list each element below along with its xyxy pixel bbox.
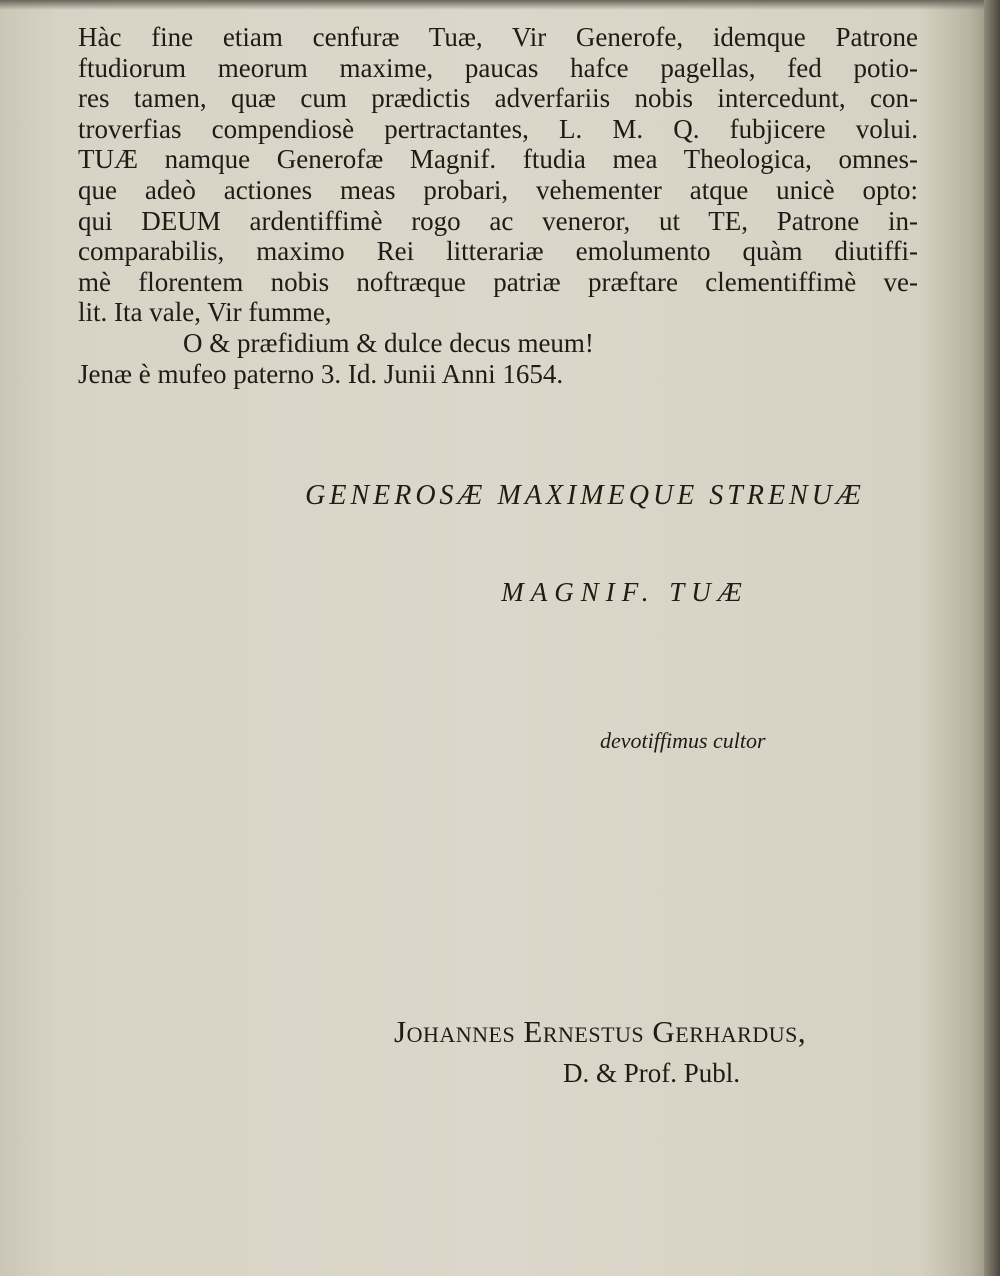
exclamation-line: O & præfidium & dulce decus meum! — [183, 327, 594, 358]
text-line: Hàc fine etiam cenfuræ Tuæ, Vir Generofe, idemque Patrone — [78, 22, 918, 52]
text-line: qui DEUM ardentiffimè rogo ac veneror, ut TE, Patrone in- — [78, 205, 918, 236]
text-line: comparabilis, maximo Rei litterariæ emolumento quàm diutiffi- — [78, 236, 918, 267]
dateline: Jenæ è mufeo paterno 3. Id. Junii Anni 1654. — [78, 358, 564, 389]
signatory-name: Johannes Ernestus Gerhardus, — [394, 1014, 807, 1049]
page-top-shadow — [0, 0, 1000, 10]
text-line: que adeò actiones meas probari, vehementer atque unicè opto: — [78, 174, 918, 205]
magnificence-line: MAGNIF. TUÆ — [501, 577, 749, 607]
signatory-title: D. & Prof. Publ. — [563, 1058, 741, 1088]
salutation: GENEROSÆ MAXIMEQUE STRENUÆ — [305, 480, 865, 511]
devotion-line: devotiffimus cultor — [600, 728, 766, 753]
page-right-edge — [984, 0, 1000, 1276]
text-line: mè florentem nobis noftræque patriæ præftare clementiffimè ve- — [78, 266, 918, 297]
text-line: lit. Ita vale, Vir fumme, — [78, 297, 332, 328]
dedication-body — [78, 22, 918, 389]
text-line: troverfias compendiosè pertractantes, L. M. Q. fubjicere volui. — [78, 113, 918, 144]
text-line: res tamen, quæ cum prædictis adverfariis nobis intercedunt, con- — [78, 83, 918, 114]
text-line: ftudiorum meorum maxime, paucas hafce pagellas, fed potio- — [78, 52, 918, 83]
text-line: TUÆ namque Generofæ Magnif. ftudia mea Theologica, omnes- — [78, 144, 918, 175]
